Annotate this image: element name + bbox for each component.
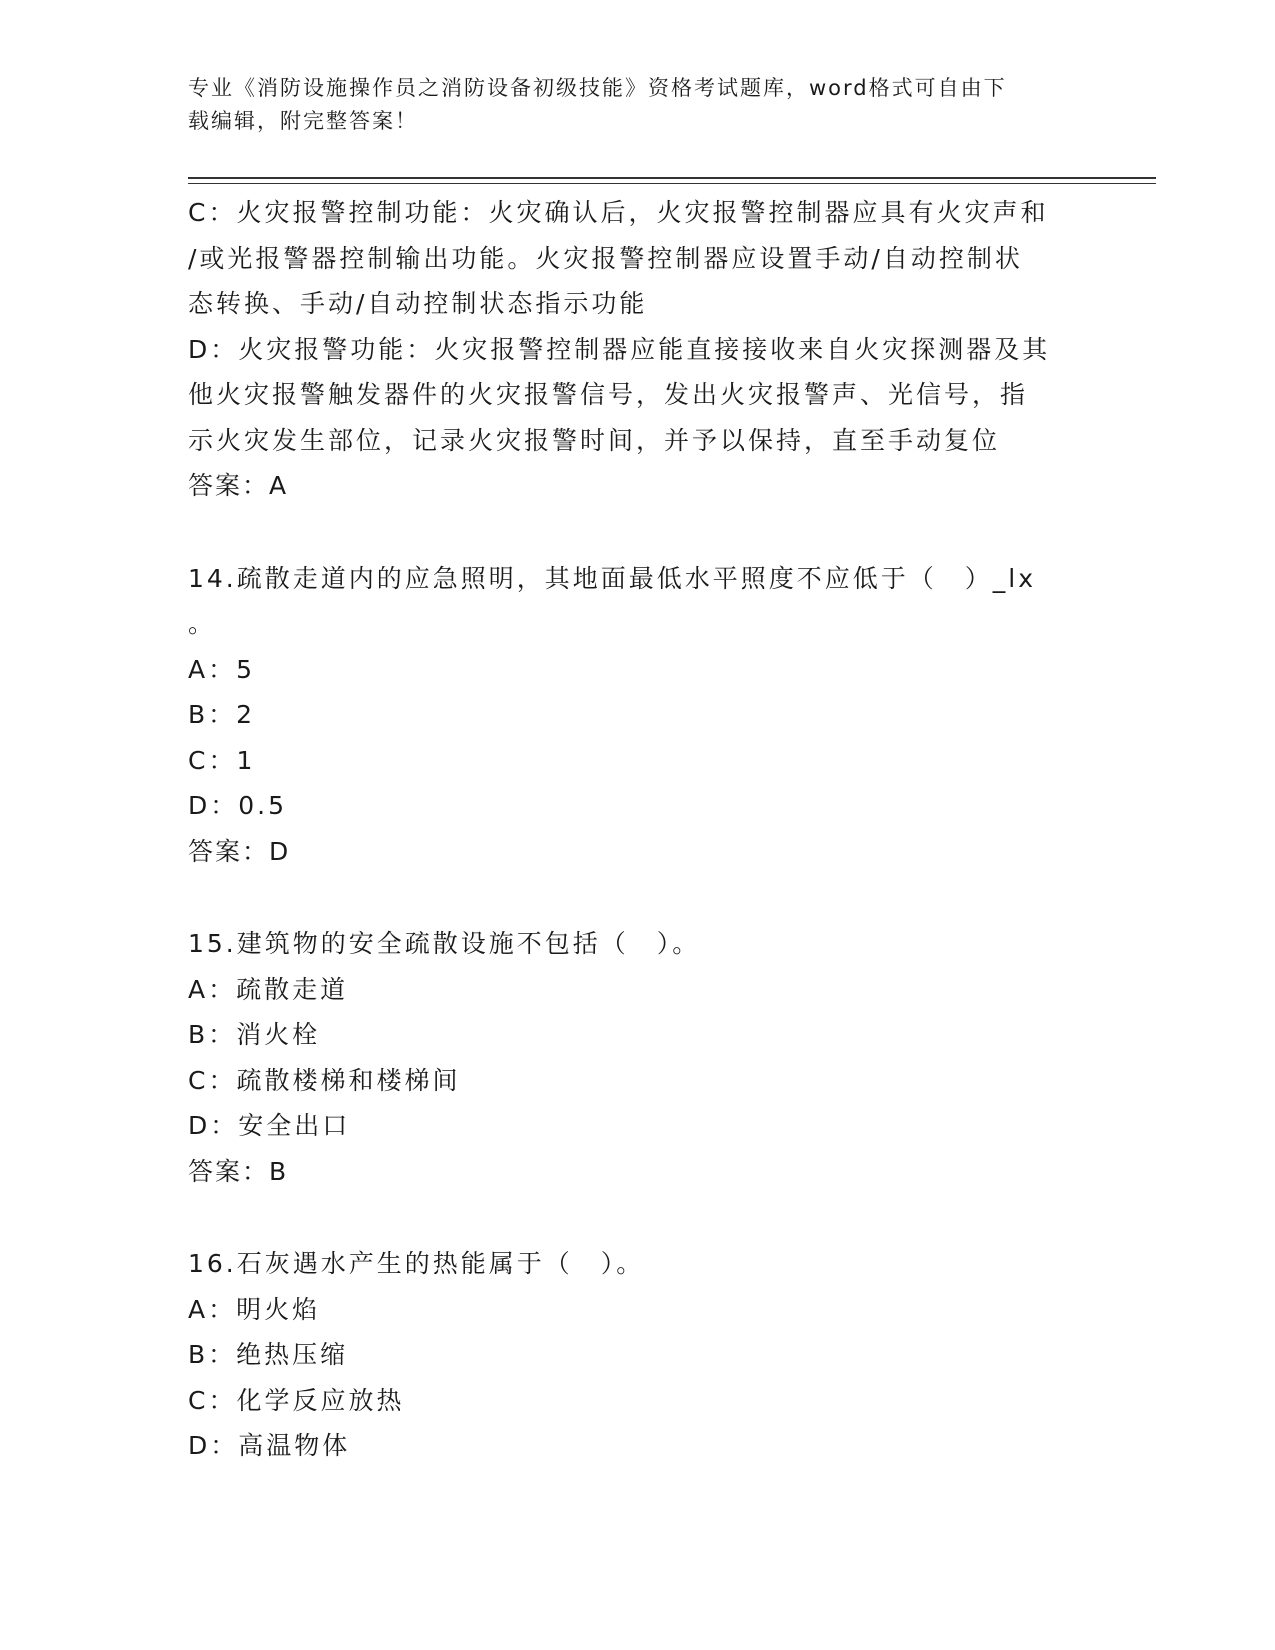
header-rule-thin bbox=[188, 183, 1156, 184]
option-c-line-2: /或光报警器控制输出功能。火灾报警控制器应设置手动/自动控制状 bbox=[188, 243, 1023, 273]
option-d: D：0.5 bbox=[188, 791, 288, 820]
option-c-line-3: 态转换、手动/自动控制状态指示功能 bbox=[188, 289, 648, 318]
option-a: A：明火焰 bbox=[188, 1294, 321, 1324]
question-13 bbox=[188, 190, 1088, 509]
question-15 bbox=[188, 921, 1088, 1194]
option-d: D：安全出口 bbox=[188, 1111, 351, 1140]
question-16-text: 16.石灰遇水产生的热能属于（ ）。 bbox=[188, 1249, 645, 1278]
option-b: B：消火栓 bbox=[188, 1020, 321, 1049]
option-b: B：绝热压缩 bbox=[188, 1340, 349, 1369]
option-d-line-1: D：火灾报警功能：火灾报警控制器应能直接接收来自火灾探测器及其 bbox=[188, 334, 1051, 364]
spacer bbox=[188, 874, 1088, 921]
option-c: C：化学反应放热 bbox=[188, 1385, 405, 1415]
header-line-2: 载编辑，附完整答案！ bbox=[188, 109, 418, 133]
option-b: B：2 bbox=[188, 700, 256, 729]
header-line-1: 专业《消防设施操作员之消防设备初级技能》资格考试题库，word格式可自由下 bbox=[188, 76, 1007, 100]
spacer bbox=[188, 509, 1088, 556]
question-14-text-line-2: 。 bbox=[188, 609, 217, 638]
header-rule-thick bbox=[188, 177, 1156, 179]
option-d-line-2: 他火灾报警触发器件的火灾报警信号，发出火灾报警声、光信号，指 bbox=[188, 380, 1029, 409]
question-15-text: 15.建筑物的安全疏散设施不包括（ ）。 bbox=[188, 929, 701, 958]
option-c: C：疏散楼梯和楼梯间 bbox=[188, 1065, 461, 1095]
option-a: A：5 bbox=[188, 654, 256, 684]
answer-13: 答案：A bbox=[188, 471, 289, 500]
option-a: A：疏散走道 bbox=[188, 974, 349, 1004]
option-c-line-1: C：火灾报警控制功能：火灾确认后，火灾报警控制器应具有火灾声和 bbox=[188, 198, 1049, 227]
question-list bbox=[188, 190, 1088, 1469]
page-header bbox=[188, 72, 1068, 138]
spacer bbox=[188, 1194, 1088, 1241]
question-14-text-line-1: 14.疏散走道内的应急照明，其地面最低水平照度不应低于（ ）_lx bbox=[188, 563, 1037, 593]
answer-14: 答案：D bbox=[188, 836, 291, 866]
option-d-line-3: 示火灾发生部位，记录火灾报警时间，并予以保持，直至手动复位 bbox=[188, 425, 1001, 455]
answer-15: 答案：B bbox=[188, 1156, 289, 1186]
question-16 bbox=[188, 1241, 1088, 1469]
option-c: C：1 bbox=[188, 745, 256, 775]
option-d: D：高温物体 bbox=[188, 1431, 351, 1460]
question-14 bbox=[188, 556, 1088, 875]
